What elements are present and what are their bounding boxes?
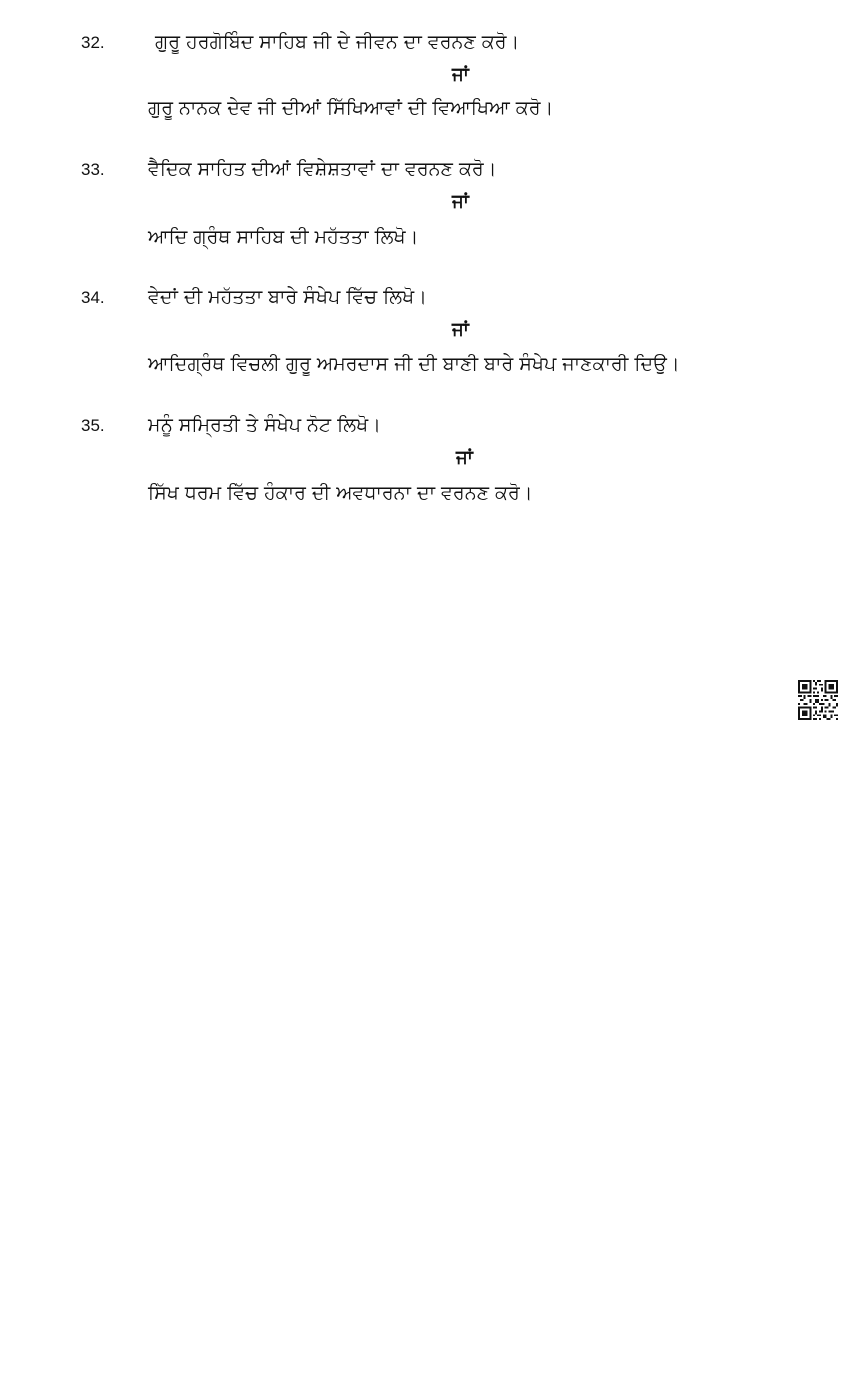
question-primary: ਵੇਦਾਂ ਦੀ ਮਹੱਤਤਾ ਬਾਰੇ ਸੰਖੇਪ ਵਿੱਚ ਲਿਖੋ।	[148, 286, 427, 308]
or-separator: ਜਾਂ	[452, 319, 469, 340]
question-primary: ਮਨੂੰ ਸਮ੍ਰਿਤੀ ਤੇ ਸੰਖੇਪ ਨੋਟ ਲਿਖੋ।	[148, 414, 381, 436]
or-separator: ਜਾਂ	[452, 64, 469, 85]
question-primary: ਵੈਦਿਕ ਸਾਹਿਤ ਦੀਆਂ ਵਿਸ਼ੇਸ਼ਤਾਵਾਂ ਦਾ ਵਰਨਣ ਕਰੋ।	[148, 158, 497, 180]
question-number: 33.	[81, 160, 105, 179]
question-number: 32.	[81, 33, 105, 52]
question-alternative: ਆਦਿਗ੍ਰੰਥ ਵਿਚਲੀ ਗੁਰੂ ਅਮਰਦਾਸ ਜੀ ਦੀ ਬਾਣੀ ਬਾਰੇ ਸੰਖੇਪ ਜਾਣਕਾਰੀ ਦਿਉ।	[148, 353, 680, 375]
question-number: 35.	[81, 416, 105, 435]
question-number: 34.	[81, 288, 105, 307]
question-alternative: ਸਿੱਖ ਧਰਮ ਵਿੱਚ ਹੰਕਾਰ ਦੀ ਅਵਧਾਰਨਾ ਦਾ ਵਰਨਣ ਕਰੋ।	[148, 482, 533, 504]
or-separator: ਜਾਂ	[456, 447, 473, 468]
qr-code-icon	[798, 680, 838, 720]
question-alternative: ਗੁਰੂ ਨਾਨਕ ਦੇਵ ਜੀ ਦੀਆਂ ਸਿੱਖਿਆਵਾਂ ਦੀ ਵਿਆਖਿਆ ਕਰੋ।	[148, 97, 554, 119]
question-primary: ਗੁਰੂ ਹਰਗੋਬਿੰਦ ਸਾਹਿਬ ਜੀ ਦੇ ਜੀਵਨ ਦਾ ਵਰਨਣ ਕਰੋ।	[155, 31, 520, 53]
question-alternative: ਆਦਿ ਗ੍ਰੰਥ ਸਾਹਿਬ ਦੀ ਮਹੱਤਤਾ ਲਿਖੋ।	[148, 226, 419, 248]
or-separator: ਜਾਂ	[452, 191, 469, 212]
